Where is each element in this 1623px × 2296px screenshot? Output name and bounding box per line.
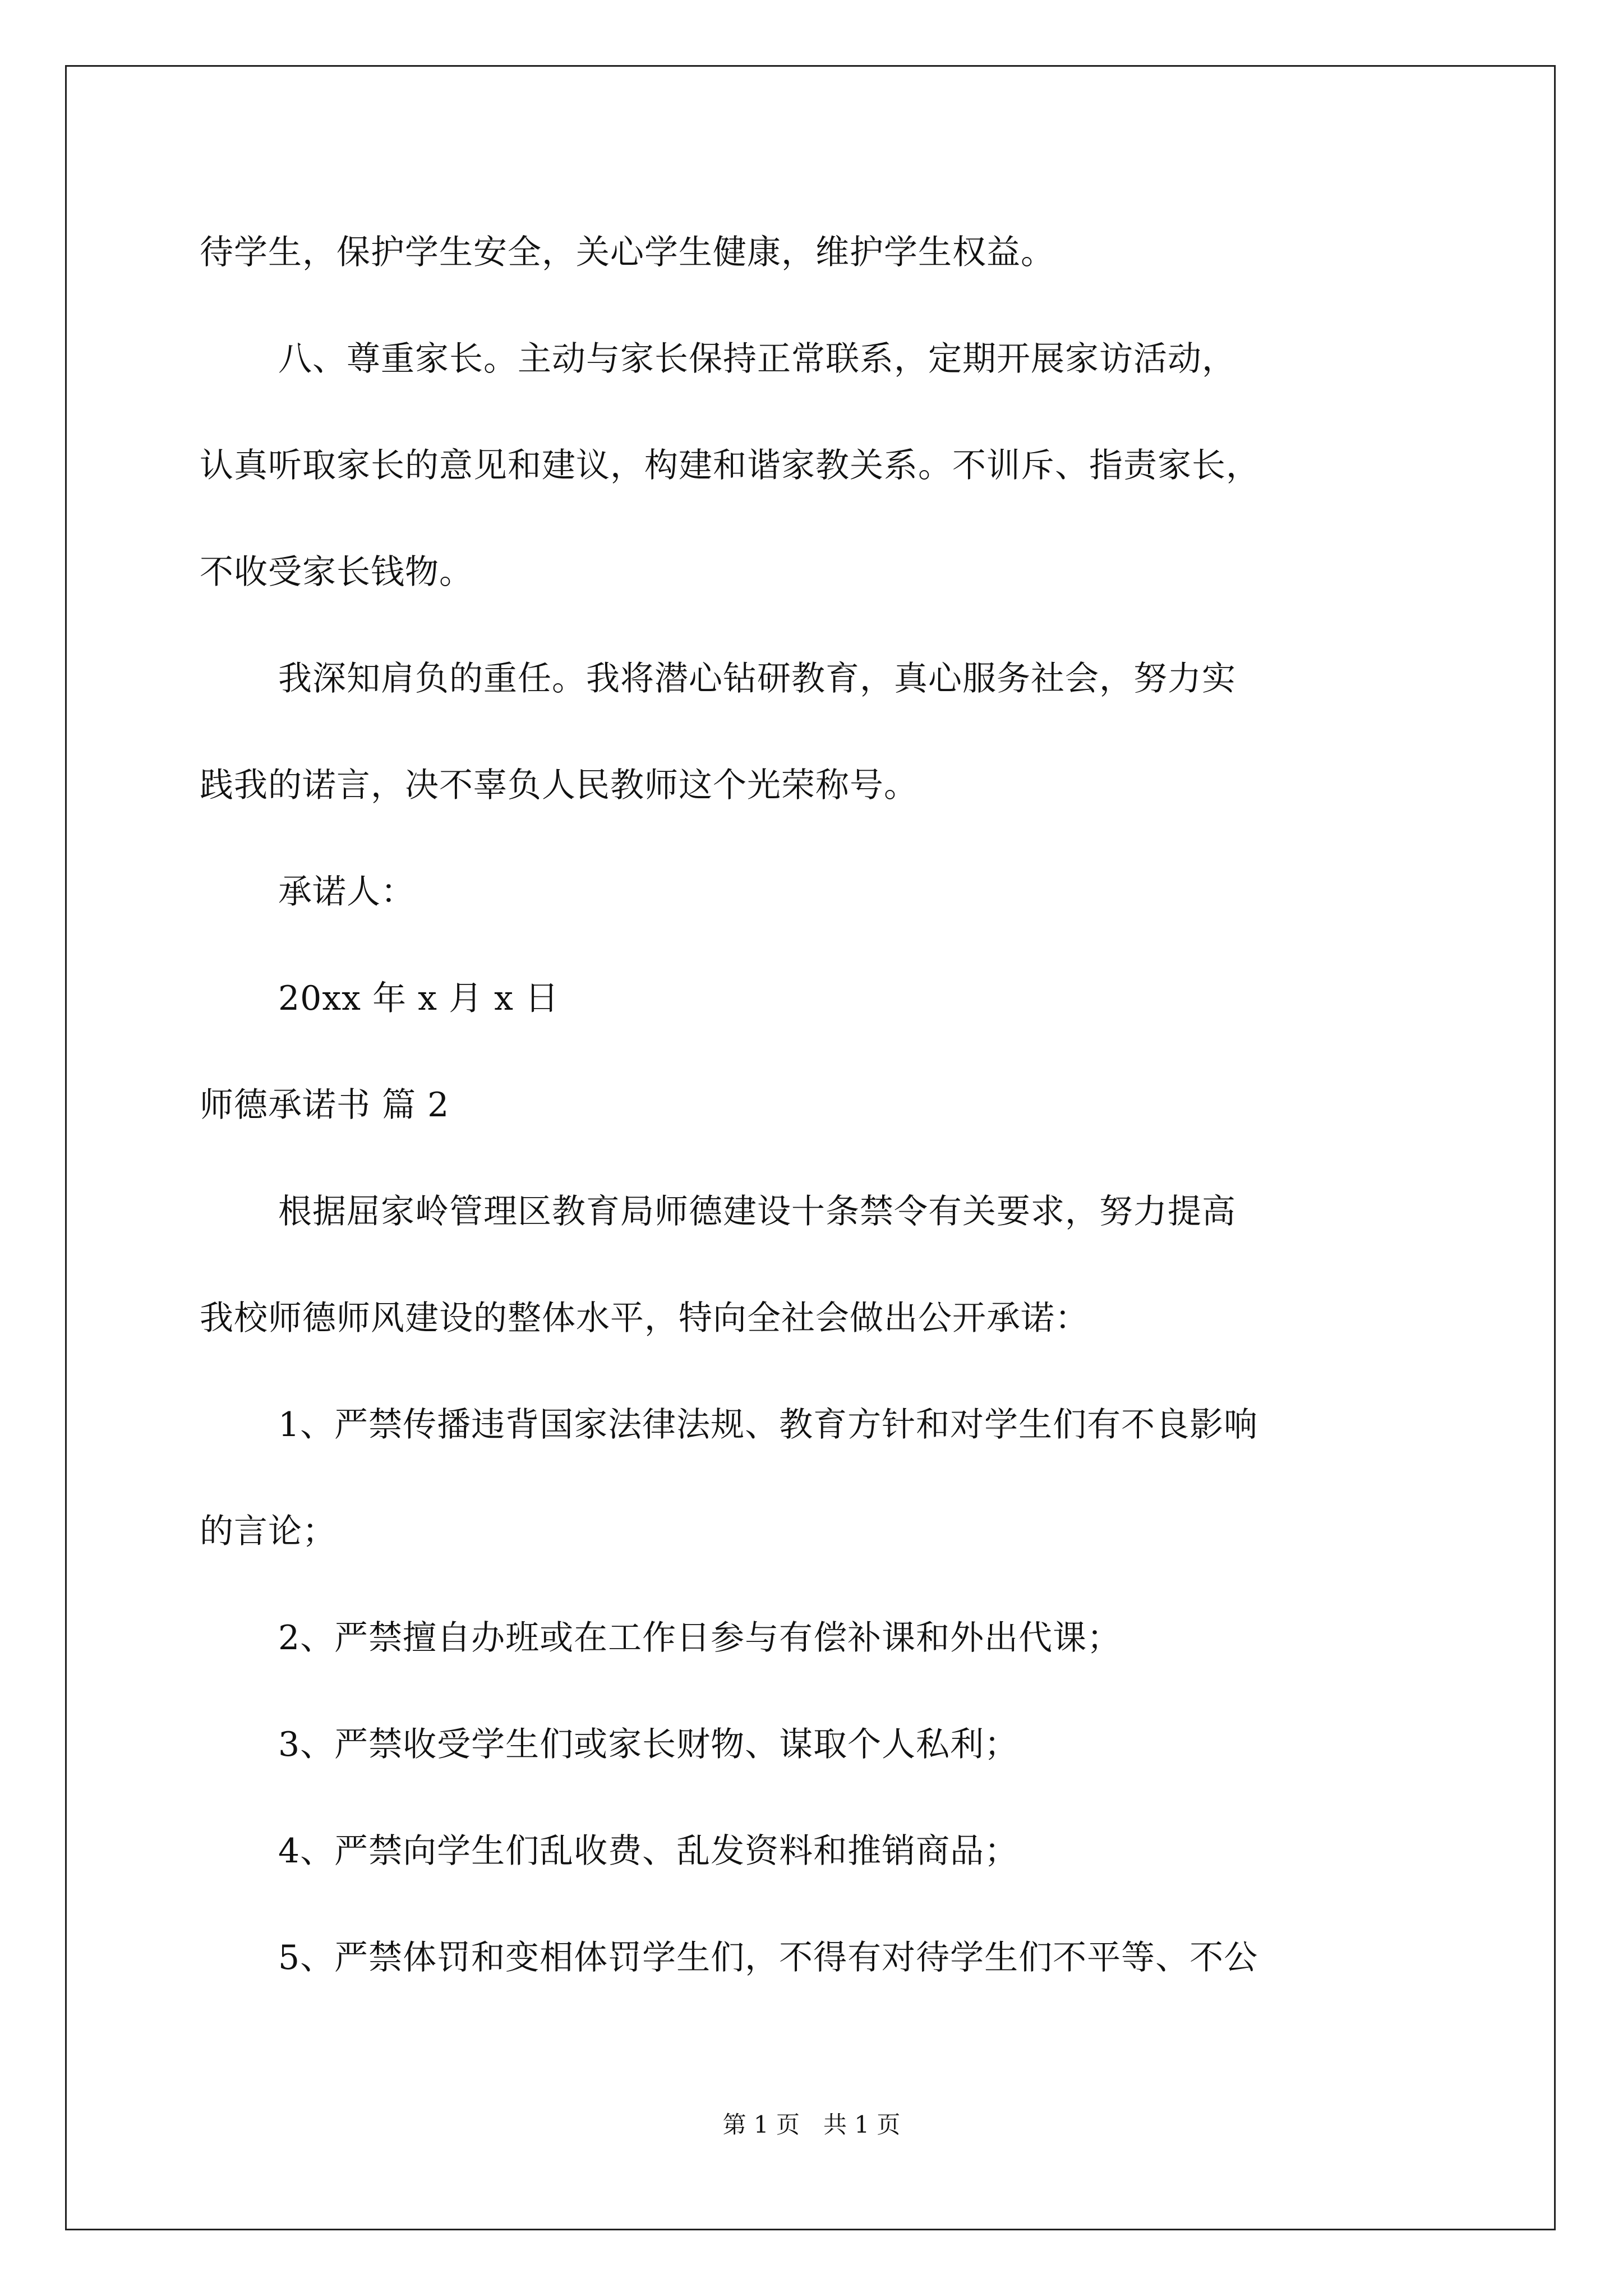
list-item-5: 5、严禁体罚和变相体罚学生们，不得有对待学生们不平等、不公 <box>278 1938 1258 1977</box>
paragraph-line: 不收受家长钱物。 <box>200 553 473 592</box>
paragraph-line: 待学生，保护学生安全，关心学生健康，维护学生权益。 <box>200 233 1055 272</box>
paragraph-line: 我深知肩负的重任。我将潜心钻研教育，真心服务社会，努力实 <box>278 659 1236 698</box>
list-item-1-continued: 的言论； <box>200 1512 336 1551</box>
signature-label: 承诺人： <box>278 872 415 912</box>
section-heading: 师德承诺书 篇 2 <box>200 1085 450 1125</box>
paragraph-line: 我校师德师风建设的整体水平，特向全社会做出公开承诺： <box>200 1299 1089 1338</box>
signature-date: 20xx 年 x 月 x 日 <box>278 979 560 1018</box>
paragraph-line: 认真听取家长的意见和建议，构建和谐家教关系。不训斥、指责家长， <box>200 446 1260 485</box>
list-item-3: 3、严禁收受学生们或家长财物、谋取个人私利； <box>278 1725 1019 1764</box>
page-border <box>65 65 1556 2230</box>
paragraph-line: 八、尊重家长。主动与家长保持正常联系，定期开展家访活动， <box>278 339 1236 379</box>
list-item-1: 1、严禁传播违背国家法律法规、教育方针和对学生们有不良影响 <box>278 1405 1258 1444</box>
page-number: 第 1 页 共 1 页 <box>722 2111 901 2138</box>
paragraph-line: 根据屈家岭管理区教育局师德建设十条禁令有关要求，努力提高 <box>278 1192 1236 1231</box>
list-item-2: 2、严禁擅自办班或在工作日参与有偿补课和外出代课； <box>278 1618 1122 1658</box>
list-item-4: 4、严禁向学生们乱收费、乱发资料和推销商品； <box>278 1832 1019 1871</box>
paragraph-line: 践我的诺言，决不辜负人民教师这个光荣称号。 <box>200 766 918 805</box>
